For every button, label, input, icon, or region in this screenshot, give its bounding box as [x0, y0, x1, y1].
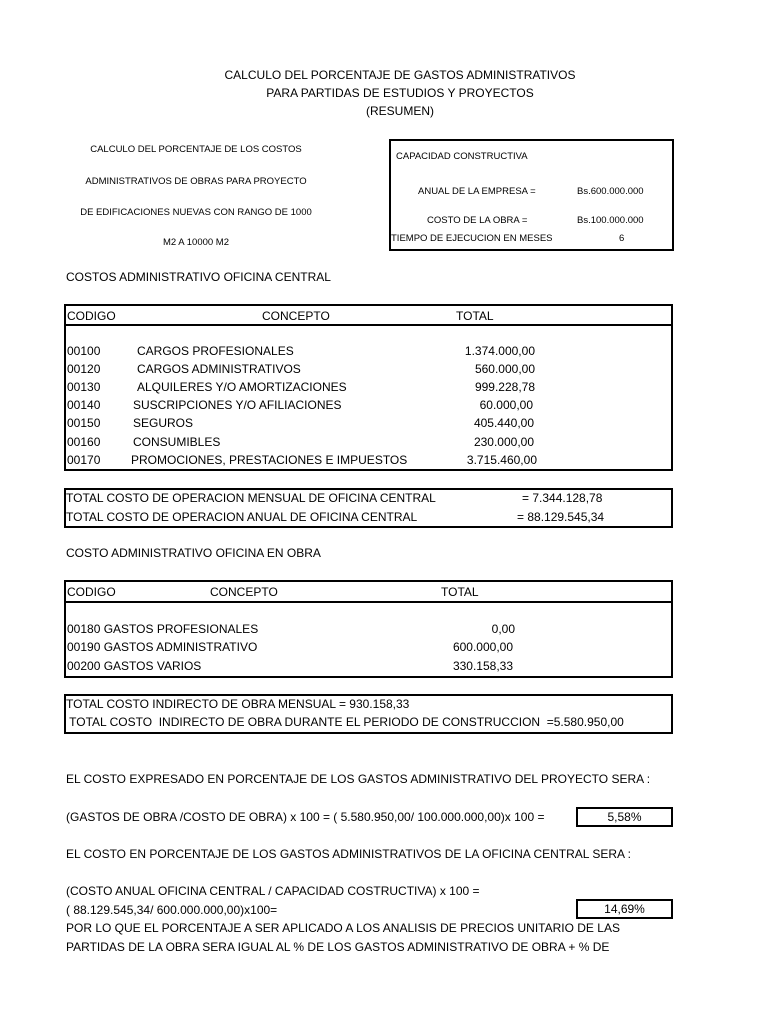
central-total-annual-label: TOTAL COSTO DE OPERACION ANUAL DE OFICINA CENTRAL	[66, 510, 418, 524]
table-row-concepto: 00190 GASTOS ADMINISTRATIVO	[67, 640, 258, 654]
table-row-total: 3.715.460,00	[466, 453, 537, 467]
table-row-total: 560.000,00	[474, 362, 535, 376]
table-row-codigo: 00140	[67, 398, 101, 412]
obra-section-title: COSTO ADMINISTRATIVO OFICINA EN OBRA	[66, 546, 321, 560]
central-section-title: COSTOS ADMINISTRATIVO OFICINA CENTRAL	[66, 270, 331, 284]
conclusion-line-2: PARTIDAS DE LA OBRA SERA IGUAL AL % DE LOS GASTOS ADMINISTRATIVO DE OBRA + % DE	[66, 940, 610, 954]
table-row-concepto: PROMOCIONES, PRESTACIONES E IMPUESTOS	[131, 453, 408, 467]
table-row-codigo: 00100	[67, 344, 101, 358]
capacity-annual-value: Bs.600.000.000	[577, 186, 644, 197]
capacity-cost-value: Bs.100.000.000	[577, 215, 644, 226]
obra-total-period: TOTAL COSTO INDIRECTO DE OBRA DURANTE EL PERIODO DE CONSTRUCCION =5.580.950,00	[66, 715, 624, 729]
table-row-codigo: 00160	[67, 435, 101, 449]
calc-central-result: 14,69%	[576, 899, 673, 919]
calc-central-formula-1: (COSTO ANUAL OFICINA CENTRAL / CAPACIDAD COSTRUCTIVA) x 100 =	[66, 884, 480, 898]
table-row-total: 405.440,00	[473, 416, 534, 430]
central-header-concepto: CONCEPTO	[262, 309, 330, 323]
table-row-total: 0,00	[491, 622, 515, 636]
intro-line-4: M2 A 10000 M2	[162, 237, 230, 248]
table-row-total: 1.374.000,00	[464, 344, 535, 358]
table-row-concepto: 00180 GASTOS PROFESIONALES	[67, 622, 259, 636]
table-row-concepto: SEGUROS	[133, 416, 194, 430]
calc-central-intro: EL COSTO EN PORCENTAJE DE LOS GASTOS ADMINISTRATIVOS DE LA OFICINA CENTRAL SERA :	[66, 847, 632, 861]
capacity-time-label: TIEMPO DE EJECUCION EN MESES	[391, 233, 553, 244]
capacity-annual-label: ANUAL DE LA EMPRESA =	[418, 186, 536, 197]
central-total-monthly-value: = 7.344.128,78	[522, 491, 603, 505]
table-row-concepto: SUSCRIPCIONES Y/O AFILIACIONES	[133, 398, 342, 412]
table-row-concepto: ALQUILERES Y/O AMORTIZACIONES	[137, 380, 347, 394]
obra-header-total: TOTAL	[441, 585, 479, 599]
intro-line-2: ADMINISTRATIVOS DE OBRAS PARA PROYECTO	[85, 176, 307, 187]
table-row-total: 600.000,00	[452, 640, 513, 654]
capacity-title: CAPACIDAD CONSTRUCTIVA	[396, 151, 528, 162]
calc-project-result: 5,58%	[576, 807, 673, 827]
title-line-1: CALCULO DEL PORCENTAJE DE GASTOS ADMINISTRATIVOS	[224, 68, 576, 82]
intro-line-1: CALCULO DEL PORCENTAJE DE LOS COSTOS	[90, 144, 302, 155]
central-total-annual-value: = 88.129.545,34	[517, 510, 605, 524]
table-row-concepto: CONSUMIBLES	[133, 435, 221, 449]
table-row-total: 999.228,78	[474, 380, 535, 394]
obra-table-header-divider	[64, 601, 673, 603]
table-row-concepto: CARGOS PROFESIONALES	[137, 344, 294, 358]
table-row-total: 60.000,00	[479, 398, 533, 412]
table-row-total: 230.000,00	[473, 435, 534, 449]
calc-central-formula-2: ( 88.129.545,34/ 600.000.000,00)x100=	[66, 903, 278, 917]
obra-header-codigo: CODIGO	[67, 585, 116, 599]
central-header-codigo: CODIGO	[67, 309, 116, 323]
central-header-total: TOTAL	[456, 309, 494, 323]
central-total-monthly-label: TOTAL COSTO DE OPERACION MENSUAL DE OFICINA CENTRAL	[66, 491, 436, 505]
table-row-codigo: 00170	[67, 453, 101, 467]
table-row-codigo: 00150	[67, 416, 101, 430]
title-line-2: PARA PARTIDAS DE ESTUDIOS Y PROYECTOS	[266, 86, 534, 100]
capacity-cost-label: COSTO DE LA OBRA =	[427, 215, 528, 226]
table-row-codigo: 00130	[67, 380, 101, 394]
calc-project-intro: EL COSTO EXPRESADO EN PORCENTAJE DE LOS GASTOS ADMINISTRATIVO DEL PROYECTO SERA :	[66, 772, 651, 786]
calc-project-formula: (GASTOS DE OBRA /COSTO DE OBRA) x 100 = ( 5.580.950,00/ 100.000.000,00)x 100 =	[66, 810, 545, 824]
conclusion-line-1: POR LO QUE EL PORCENTAJE A SER APLICADO A LOS ANALISIS DE PRECIOS UNITARIO DE LAS	[66, 921, 620, 935]
capacity-time-value: 6	[619, 233, 625, 244]
obra-total-monthly: TOTAL COSTO INDIRECTO DE OBRA MENSUAL = 930.158,33	[66, 697, 410, 711]
title-line-3: (RESUMEN)	[366, 104, 434, 118]
obra-header-concepto: CONCEPTO	[210, 585, 278, 599]
table-row-codigo: 00120	[67, 362, 101, 376]
table-row-total: 330.158,33	[452, 659, 513, 673]
table-row-concepto: 00200 GASTOS VARIOS	[67, 659, 202, 673]
central-table-header-divider	[64, 324, 673, 326]
table-row-concepto: CARGOS ADMINISTRATIVOS	[137, 362, 301, 376]
intro-line-3: DE EDIFICACIONES NUEVAS CON RANGO DE 1000	[80, 207, 312, 218]
